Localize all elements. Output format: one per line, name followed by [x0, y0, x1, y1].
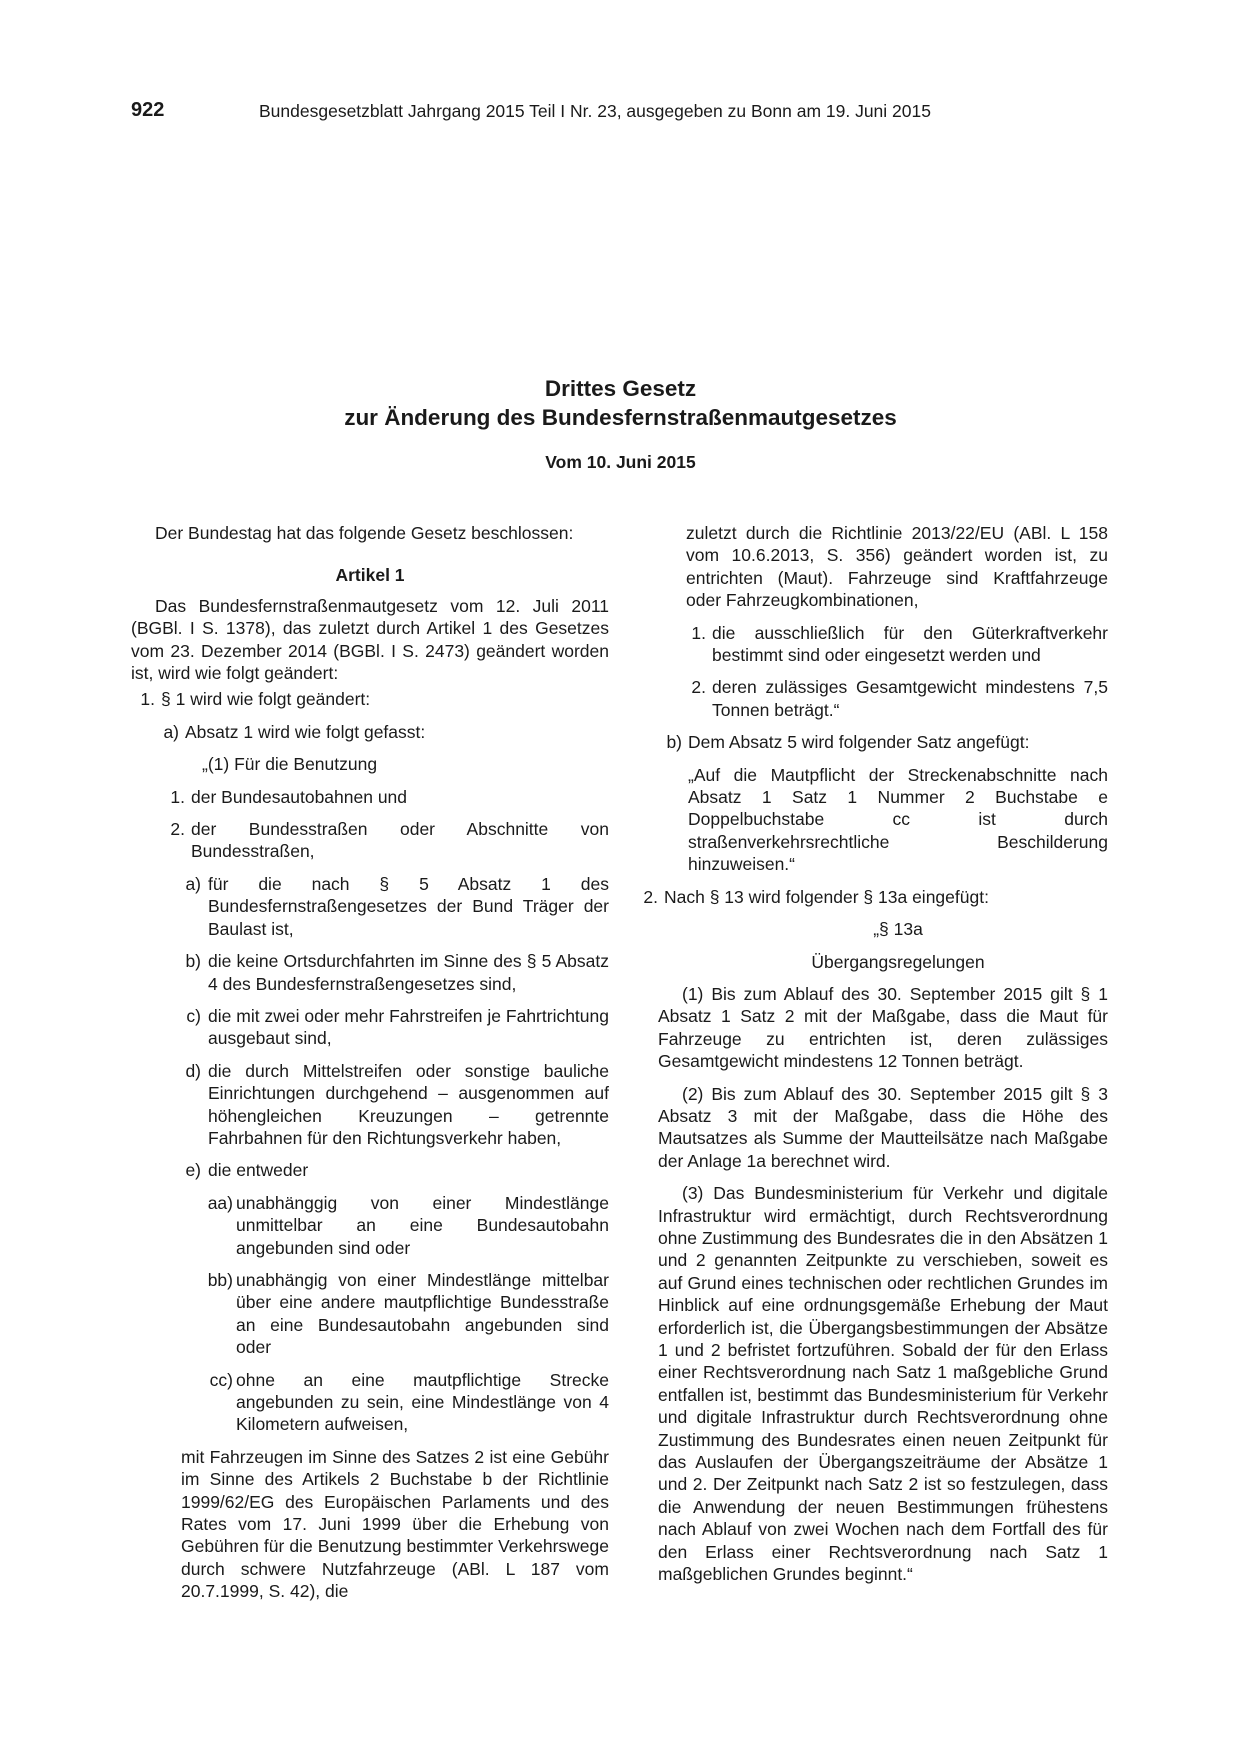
left-column: [131, 522, 609, 1603]
list-text: unabhängig von einer Mindestlänge mittelbar über eine andere mautpflichtige Bundesstraße an eine Bundesautobahn angebunden sind oder: [236, 1269, 609, 1358]
list-label: b): [666, 732, 682, 753]
list-label: 2.: [170, 819, 185, 840]
vehicle-item-2: [658, 676, 1108, 721]
list-text: deren zulässiges Gesamtgewicht mindestens 7,5 Tonnen beträgt.“: [712, 677, 1108, 720]
list-text: Dem Absatz 5 wird folgender Satz angefügt:: [688, 732, 1030, 753]
list-item-1b: [658, 731, 1108, 753]
list-label: bb): [207, 1269, 233, 1290]
quote-item-a: [131, 873, 609, 940]
quote-paragraph: „Auf die Mautpflicht der Streckenabschnitte nach Absatz 1 Satz 1 Nummer 2 Buchstabe e Doppelbuchstabe cc ist durch straßenverkehrsrechtliche Beschilderung hinzuweisen.“: [688, 764, 1108, 875]
section-title: Übergangsregelungen: [811, 951, 985, 972]
page-number: 922: [131, 99, 165, 121]
law-title: [0, 374, 1241, 432]
list-label: e): [185, 1160, 201, 1181]
list-item-1a: [131, 721, 609, 743]
title-line-1: Drittes Gesetz: [544, 376, 697, 401]
list-label: cc): [209, 1369, 233, 1390]
quote-item-aa: [131, 1192, 609, 1259]
list-label: aa): [207, 1192, 233, 1213]
quote-item-cc: [131, 1369, 609, 1436]
running-header: Bundesgesetzblatt Jahrgang 2015 Teil I Nr. 23, ausgegeben zu Bonn am 19. Juni 2015: [259, 101, 931, 121]
list-text: die entweder: [208, 1160, 309, 1181]
list-label: 1.: [170, 786, 185, 807]
list-text: die ausschließlich für den Güterkraftverkehr bestimmt sind oder eingesetzt werden und: [712, 622, 1108, 666]
quote-start: „(1) Für die Benutzung: [202, 754, 378, 775]
paragraph-2: (2) Bis zum Ablauf des 30. September 2015 gilt § 3 Absatz 3 mit der Maßgabe, dass die Höhe des Mautsatzes als Summe der Mautteilsätze nach Maßgabe der Anlage 1a berechnet wird.: [658, 1083, 1108, 1171]
article-heading: Artikel 1: [335, 565, 405, 586]
right-column: [643, 522, 1108, 1585]
list-text: die durch Mittelstreifen oder sonstige bauliche Einrichtungen durchgehend – ausgenommen auf höhengleichen Kreuzungen – getrennte Fahrbahnen für den Richtungsverkehr haben,: [208, 1060, 609, 1148]
list-label: 2.: [691, 677, 706, 698]
law-date: Vom 10. Juni 2015: [545, 452, 696, 472]
quote-item-1: [131, 786, 609, 808]
article-text: Das Bundesfernstraßenmautgesetz vom 12. Juli 2011 (BGBl. I S. 1378), das zuletzt durch Artikel 1 des Gesetzes vom 23. Dezember 2014 (BGBl. I S. 2473) geändert worden ist, wird wie folgt geändert:: [131, 595, 609, 684]
list-label: 1.: [691, 622, 706, 643]
vehicle-item-1: [658, 622, 1108, 667]
paragraph-3: (3) Das Bundesministerium für Verkehr und digitale Infrastruktur wird ermächtigt, durch Rechtsverordnung ohne Zustimmung des Bundesrates die in den Absätzen 1 und 2 genannten Zeitpunkte zu verschieben, soweit es auf Grund eines technischen oder rechtlichen Grundes im Hinblick auf eine ordnungsgemäße Erhebung der Maut erforderlich ist, die Übergangsbestimmungen der Absätze 1 und 2 befristet fortzuführen. Sobald der für den Erlass einer Rechtsverordnung nach Satz 1 maßgebliche Grund entfallen ist, bestimmt das Bundesministerium für Verkehr und digitale Infrastruktur durch Rechtsverordnung ohne Zustimmung des Bundesrates einen neuen Zeitpunkt für das Auslaufen der Übergangszeiträume der Absätze 1 und 2. Der Zeitpunkt nach Satz 2 ist so festzulegen, dass die Anwendung der neuen Bestimmungen frühestens nach Ablauf von zwei Wochen nach dem Fortfall des für den Erlass einer Rechtsverordnung nach Satz 1 maßgeblichen Grundes beginnt.“: [658, 1183, 1108, 1585]
list-text: für die nach § 5 Absatz 1 des Bundesfernstraßengesetzes der Bund Träger der Baulast ist,: [208, 873, 609, 939]
list-text: der Bundesautobahnen und: [191, 786, 408, 807]
list-text: Nach § 13 wird folgender § 13a eingefügt:: [664, 886, 989, 907]
quote-item-b: [131, 950, 609, 995]
list-label: 2.: [643, 886, 658, 907]
list-text: Absatz 1 wird wie folgt gefasst:: [185, 721, 426, 742]
list-label: 1.: [140, 689, 155, 710]
list-text: der Bundesstraßen oder Abschnitte von Bundesstraßen,: [191, 819, 609, 862]
list-text: § 1 wird wie folgt geändert:: [161, 689, 371, 710]
list-text: die mit zwei oder mehr Fahrstreifen je Fahrtrichtung ausgebaut sind,: [208, 1005, 609, 1049]
list-text: die keine Ortsdurchfahrten im Sinne des § 5 Absatz 4 des Bundesfernstraßengesetzes sind,: [208, 951, 609, 994]
closing-paragraph: mit Fahrzeugen im Sinne des Satzes 2 ist eine Gebühr im Sinne des Artikels 2 Buchstabe b der Richtlinie 1999/62/EG des Europäischen Parlaments und des Rates vom 17. Juni 1999 über die Erhebung von Gebühren für die Benutzung bestimmter Verkehrswege durch schwere Nutzfahrzeuge (ABl. L 187 vom 20.7.1999, S. 42), die: [181, 1446, 609, 1602]
list-text: unabhänggig von einer Mindestlänge unmittelbar an eine Bundesautobahn angebunden sind oder: [236, 1192, 609, 1258]
quote-item-2: [131, 818, 609, 863]
list-label: d): [185, 1060, 201, 1081]
quote-item-d: [131, 1060, 609, 1150]
intro-paragraph: Der Bundestag hat das folgende Gesetz beschlossen:: [155, 523, 574, 543]
list-item-2: [634, 886, 1108, 908]
quote-item-e: [131, 1159, 609, 1181]
list-label: b): [185, 951, 201, 972]
paragraph-1: (1) Bis zum Ablauf des 30. September 2015 gilt § 1 Absatz 1 Satz 2 mit der Maßgabe, dass die Maut für Fahrzeuge zu entrichten ist, deren zulässiges Gesamtgewicht mindestens 12 Tonnen beträgt.: [658, 983, 1108, 1072]
quote-item-c: [131, 1005, 609, 1050]
list-label: a): [163, 721, 179, 742]
title-line-2: zur Änderung des Bundesfernstraßenmautgesetzes: [344, 405, 897, 430]
quote-item-bb: [131, 1269, 609, 1359]
list-text: ohne an eine mautpflichtige Strecke angebunden zu sein, eine Mindestlänge von 4 Kilometern aufweisen,: [236, 1369, 609, 1435]
list-label: a): [185, 873, 201, 894]
list-label: c): [186, 1005, 201, 1026]
list-item-1: [131, 688, 609, 710]
section-number: „§ 13a: [873, 919, 923, 940]
continuation-paragraph: zuletzt durch die Richtlinie 2013/22/EU (ABl. L 158 vom 10.6.2013, S. 356) geändert worden ist, zu entrichten (Maut). Fahrzeuge sind Kraftfahrzeuge oder Fahrzeugkombinationen,: [686, 523, 1108, 611]
